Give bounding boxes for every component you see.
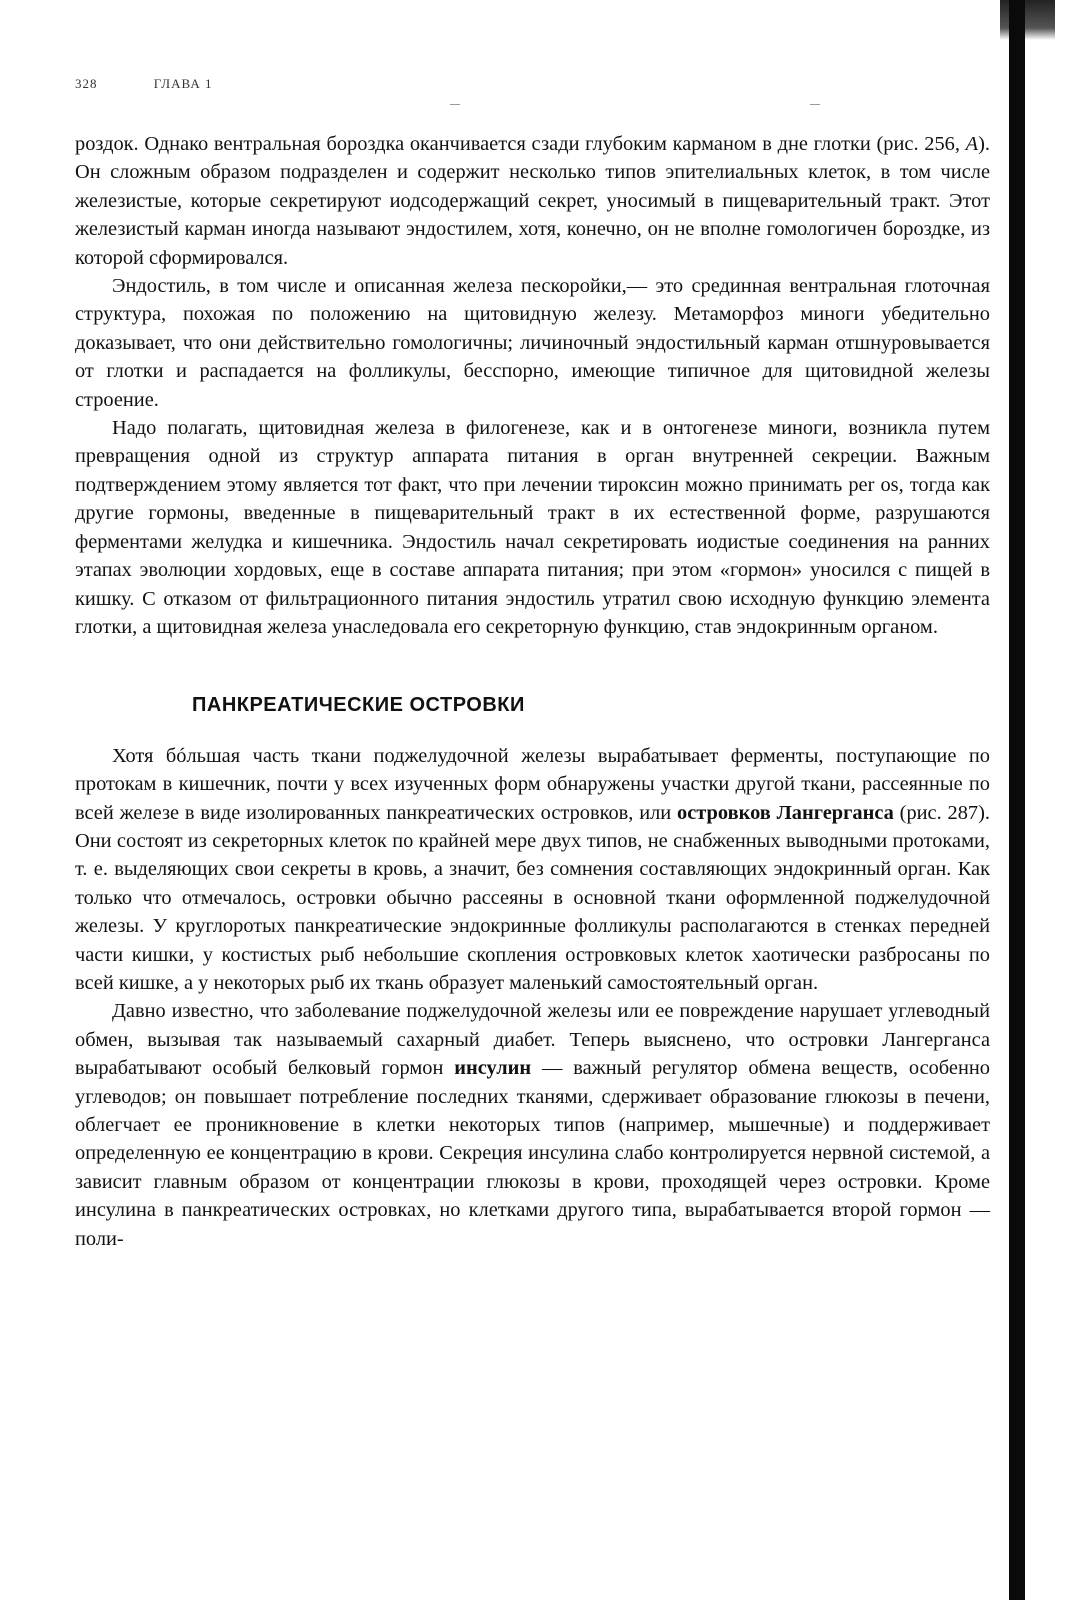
term-insulin: инсулин bbox=[454, 1057, 532, 1080]
paragraph-3: Надо полагать, щитовидная железа в филогенезе, как и в онтогенезе миноги, возникла путем превращения одной из структур аппарата питания в орган внутренней секреции. Важным подтверждением этому является тот факт, что при лечении тироксин можно принимать per os, тогда как другие гормоны, введенные в пищеварительный тракт в их естественной форме, разрушаются ферментами желудка и кишечника. Эндостиль начал секретировать иодистые соединения на ранних этапах эволюции хордовых, еще в составе аппарата питания; при этом «гормон» уносился с пищей в кишку. С отказом от фильтрационного питания эндостиль утратил свою исходную функцию элемента глотки, а щитовидная железа унаследовала его секреторную функцию, став эндокринным органом. bbox=[75, 417, 990, 638]
paragraph-1-text: роздок. Однако вентральная бороздка оканчивается сзади глубоким карманом в дне глотки (рис. 256, bbox=[75, 133, 966, 155]
paragraph-4-text-end: (рис. 287). Они состоят из секреторных клеток по крайней мере двух типов, не снабженных выводными протоками, т. е. выделяющих свои секреты в кровь, а значит, без сомнения составляющих эндокринный орган. Как только что отмечалось, островки обычно рассеяны в основной ткани оформленной поджелудочной железы. У круглоротых панкреатические эндокринные фолликулы располагаются в стенках передней части кишки, у костистых рыб небольшие скопления островковых клеток хаотически разбросаны по всей кишке, а у некоторых рыб их ткань образует маленький самостоятельный орган. bbox=[75, 801, 991, 994]
header-rule bbox=[150, 104, 990, 105]
scan-gutter-bar bbox=[1009, 0, 1025, 1600]
paragraph-5 bbox=[75, 997, 990, 1253]
figure-ref-letter: A bbox=[965, 133, 979, 155]
paragraph-5-text: Давно известно, что заболевание поджелудочной железы или ее повреждение нарушает углеводный обмен, вызывая так называемый сахарный диабет. Теперь выяснено, что островки Лангерганса вырабатывают особый белковый гормон bbox=[75, 1000, 990, 1080]
paragraph-4 bbox=[75, 742, 990, 998]
paragraph-2: Эндостиль, в том числе и описанная железа пескоройки,— это срединная вентральная глоточная структура, похожая по положению на щитовидную железу. Метаморфоз миноги убедительно доказывает, что они действительно гомологичны; личиночный эндостильный карман отшнуровывается от глотки и распадается на фолликулы, бесспорно, имеющие типичное для щитовидной железы строение. bbox=[75, 275, 990, 411]
running-header bbox=[75, 76, 212, 92]
running-title: ГЛАВА 1 bbox=[153, 76, 213, 91]
page-number: 328 bbox=[75, 76, 98, 91]
term-langerhans-islets: островков Лангерганса bbox=[677, 801, 894, 824]
page-body bbox=[75, 130, 990, 1253]
paragraph-4-text: Хотя бóльшая часть ткани поджелудочной железы вырабатывает ферменты, поступающие по протокам в кишечник, почти у всех изученных форм обнаружены участки другой ткани, рассеянные по всей железе в виде изолированных панкреатических островков, или bbox=[75, 744, 990, 824]
paragraph-1 bbox=[75, 130, 990, 272]
paragraph-5-text-end: — важный регулятор обмена веществ, особенно углеводов; он повышает потребление последних тканями, сдерживает образование глюкозы в печени, облегчает ее проникновение в клетки некоторых типов (например, мышечные) и поддерживает определенную ее концентрацию в крови. Секреция инсулина слабо контролируется нервной системой, а зависит главным образом от концентрации глюкозы в крови, проходящей через островки. Кроме инсулина в панкреатических островках, но клетками другого типа, вырабатывается второй гормон — поли- bbox=[75, 1057, 990, 1250]
section-heading: ПАНКРЕАТИЧЕСКИЕ ОСТРОВКИ bbox=[192, 694, 525, 717]
paragraph-1-text-end: ). Он сложным образом подразделен и содержит несколько типов эпителиальных клеток, в том числе железистые, которые секретируют иодсодержащий секрет, уносимый в пищеварительный тракт. Этот железистый карман иногда называют эндостилем, хотя, конечно, он не вполне гомологичен бороздке, из которой сформировался. bbox=[75, 133, 990, 269]
